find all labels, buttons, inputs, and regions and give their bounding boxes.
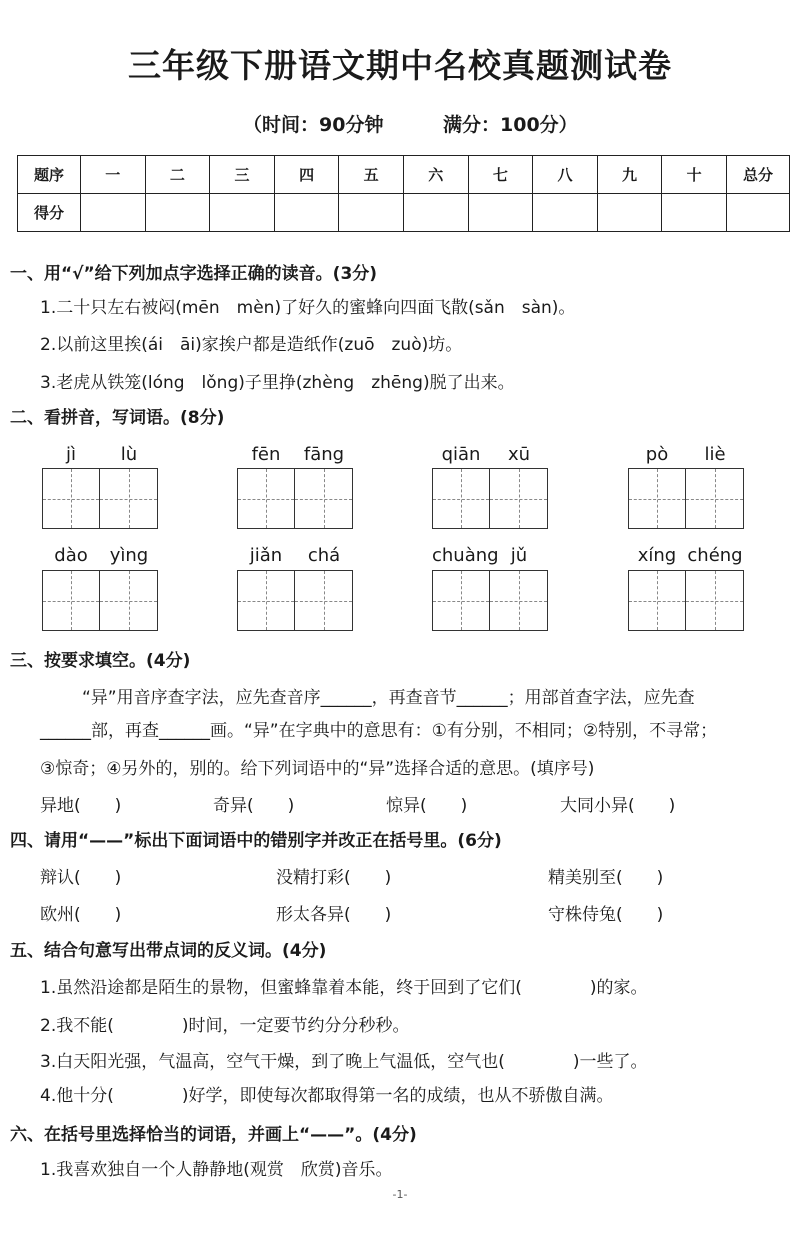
tian-grid-cell[interactable] [238, 571, 295, 630]
fill-item[interactable]: 形太各异( ) [276, 905, 392, 925]
score-table-header-cell: 三 [210, 156, 275, 194]
writing-box[interactable] [237, 468, 353, 529]
fill-item[interactable]: 欧州( ) [40, 905, 122, 925]
tian-grid-cell[interactable] [43, 571, 100, 630]
tian-grid-cell[interactable] [490, 571, 547, 630]
question-line: ______部，再查______画。“异”在字典中的意思有：①有分别，不相同；②特别，不寻常； [40, 721, 718, 741]
score-table-header-cell: 十 [662, 156, 727, 194]
section-5-heading: 五、结合句意写出带点词的反义词。(4分) [10, 941, 327, 961]
writing-box[interactable] [237, 570, 353, 631]
tian-grid-cell[interactable] [433, 469, 490, 528]
pinyin-label: qiān [441, 444, 481, 465]
tian-grid-cell[interactable] [629, 469, 686, 528]
fill-item[interactable]: 守株侍兔( ) [548, 905, 664, 925]
writing-box[interactable] [432, 468, 548, 529]
pinyin-label: lù [120, 444, 138, 465]
pinyin-label: xū [507, 444, 531, 465]
pinyin-label: fēn [251, 444, 281, 465]
writing-box[interactable] [42, 468, 158, 529]
fill-item[interactable]: 辩认( ) [40, 868, 122, 888]
score-table-header-cell: 八 [533, 156, 598, 194]
score-table-header-cell: 题序 [18, 156, 81, 194]
tian-grid-cell[interactable] [629, 571, 686, 630]
pinyin-label: dào [54, 545, 88, 566]
score-table-header-cell: 九 [597, 156, 662, 194]
score-cell[interactable] [274, 194, 339, 232]
fill-item[interactable]: 没精打彩( ) [276, 868, 392, 888]
score-table-header-cell: 五 [339, 156, 404, 194]
tian-grid-cell[interactable] [433, 571, 490, 630]
tian-grid-cell[interactable] [238, 469, 295, 528]
score-table-header-cell: 二 [145, 156, 210, 194]
fill-item[interactable]: 惊异( ) [386, 796, 468, 816]
score-cell[interactable] [145, 194, 210, 232]
question-line: 1.我喜欢独自一个人静静地(观赏 欣赏)音乐。 [40, 1160, 393, 1180]
pinyin-label: chuàng [432, 545, 499, 566]
pinyin-label: jiǎn [249, 545, 283, 566]
question-line: 2.以前这里挨(ái āi)家挨户都是造纸作(zuō zuò)坊。 [40, 335, 463, 355]
score-cell[interactable] [468, 194, 533, 232]
writing-box[interactable] [42, 570, 158, 631]
tian-grid-cell[interactable] [686, 469, 743, 528]
pinyin-label: pò [645, 444, 669, 465]
tian-grid-cell[interactable] [43, 469, 100, 528]
section-4-heading: 四、请用“——”标出下面词语中的错别字并改正在括号里。(6分) [10, 831, 502, 851]
fill-item[interactable]: 异地( ) [40, 796, 122, 816]
question-line: 4.他十分( )好学，即使每次都取得第一名的成绩，也从不骄傲自满。 [40, 1086, 614, 1106]
pinyin-label: xíng [637, 545, 677, 566]
tian-grid-cell[interactable] [295, 469, 352, 528]
pinyin-label: liè [704, 444, 726, 465]
score-cell[interactable] [339, 194, 404, 232]
score-cell[interactable] [727, 194, 790, 232]
tian-grid-cell[interactable] [686, 571, 743, 630]
score-table-header-cell: 一 [81, 156, 146, 194]
question-line: 3.老虎从铁笼(lóng lǒng)子里挣(zhèng zhēng)脱了出来。 [40, 373, 515, 393]
question-line: ③惊奇；④另外的，别的。给下列词语中的“异”选择合适的意思。(填序号) [40, 759, 595, 779]
score-cell[interactable] [403, 194, 468, 232]
pinyin-label: jì [65, 444, 76, 465]
question-line: 1.虽然沿途都是陌生的景物，但蜜蜂靠着本能，终于回到了它们( )的家。 [40, 978, 648, 998]
score-table-row-label: 得分 [18, 194, 81, 232]
score-cell[interactable] [81, 194, 146, 232]
pinyin-label: chá [307, 545, 341, 566]
question-line: “异”用音序查字法，应先查音序______，再查音节______；用部首查字法，应先查 [82, 688, 695, 708]
tian-grid-cell[interactable] [490, 469, 547, 528]
tian-grid-cell[interactable] [295, 571, 352, 630]
tian-grid-cell[interactable] [100, 469, 157, 528]
score-cell[interactable] [210, 194, 275, 232]
pinyin-label: jǔ [510, 545, 528, 566]
fill-item[interactable]: 奇异( ) [213, 796, 295, 816]
score-cell[interactable] [533, 194, 598, 232]
question-line: 3.白天阳光强，气温高，空气干燥，到了晚上气温低，空气也( )一些了。 [40, 1052, 648, 1072]
exam-time: （时间：90分钟 [243, 114, 384, 136]
fill-item[interactable]: 精美别至( ) [548, 868, 664, 888]
pinyin-label: fāng [303, 444, 345, 465]
tian-grid-cell[interactable] [100, 571, 157, 630]
score-table [17, 155, 790, 232]
score-cell[interactable] [662, 194, 727, 232]
question-line: 2.我不能( )时间，一定要节约分分秒秒。 [40, 1016, 410, 1036]
exam-title: 三年级下册语文期中名校真题测试卷 [128, 46, 672, 85]
score-table-header-cell: 总分 [727, 156, 790, 194]
section-1-heading: 一、用“√”给下列加点字选择正确的读音。(3分) [10, 264, 378, 284]
score-table-header-cell: 七 [468, 156, 533, 194]
score-cell[interactable] [597, 194, 662, 232]
score-table-header-cell: 六 [403, 156, 468, 194]
writing-box[interactable] [432, 570, 548, 631]
score-table-score-row [18, 194, 790, 232]
section-3-heading: 三、按要求填空。(4分) [10, 651, 191, 671]
fill-item[interactable]: 大同小异( ) [560, 796, 676, 816]
section-2-heading: 二、看拼音，写词语。(8分) [10, 408, 225, 428]
score-table-header-row [18, 156, 790, 194]
score-table-header-cell: 四 [274, 156, 339, 194]
exam-full-score: 满分：100分） [443, 114, 578, 136]
writing-box[interactable] [628, 468, 744, 529]
page-number: -1- [392, 1188, 408, 1201]
question-line: 1.二十只左右被闷(mēn mèn)了好久的蜜蜂向四面飞散(sǎn sàn)。 [40, 298, 576, 318]
writing-box[interactable] [628, 570, 744, 631]
pinyin-label: yìng [109, 545, 149, 566]
pinyin-label: chéng [687, 545, 743, 566]
section-6-heading: 六、在括号里选择恰当的词语，并画上“——”。(4分) [10, 1125, 417, 1145]
